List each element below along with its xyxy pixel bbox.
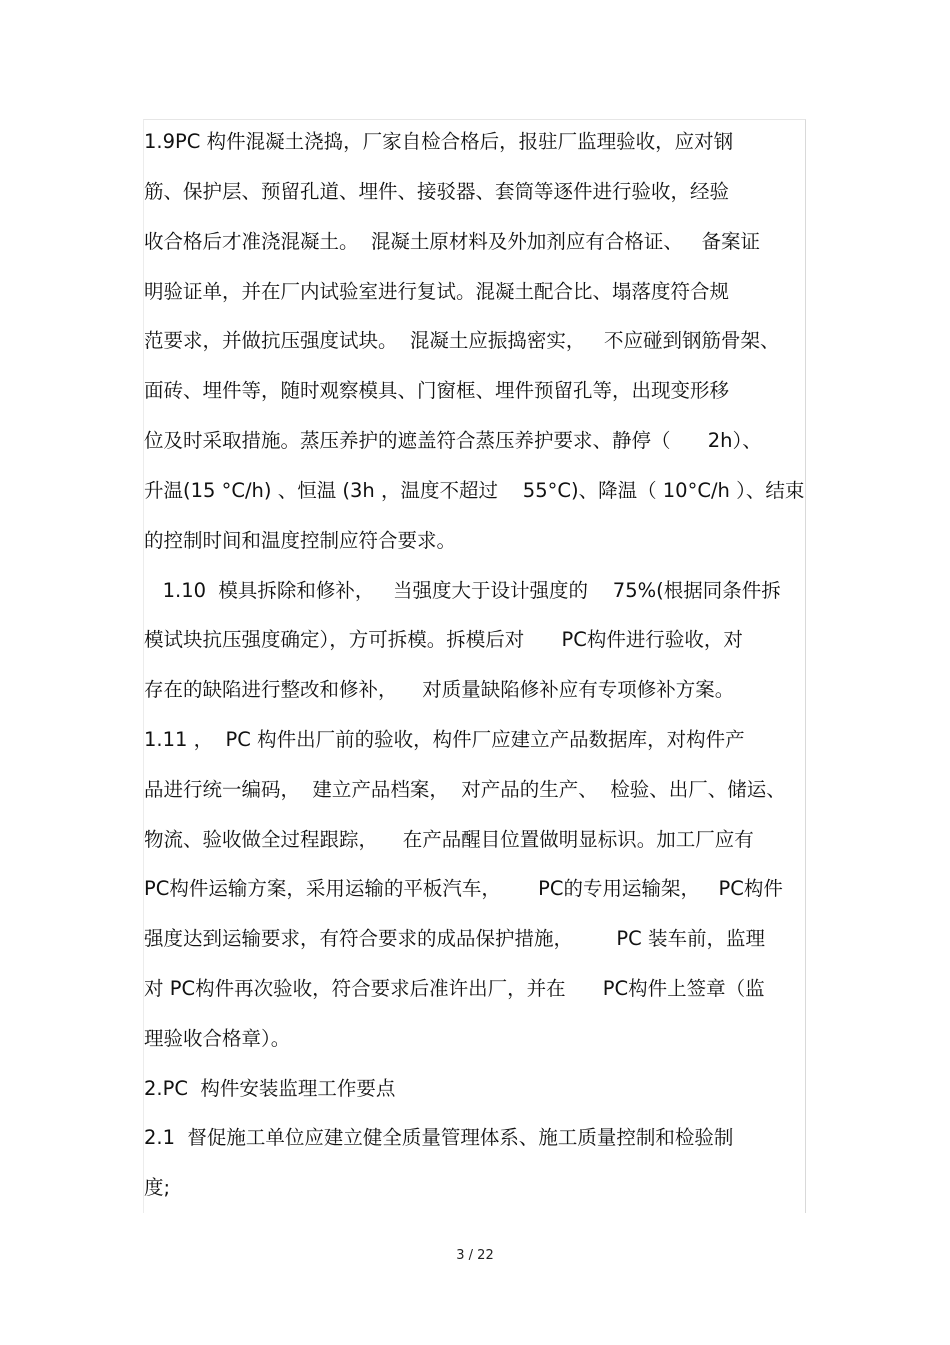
text-line: 位及时采取措施。蒸压养护的遮盖符合蒸压养护要求、静停（ 2h）、 bbox=[144, 429, 762, 452]
text-line: 1.9PC 构件混凝土浇捣，厂家自检合格后，报驻厂监理验收，应对钢 bbox=[144, 130, 734, 153]
text-line: 度; bbox=[144, 1176, 171, 1199]
text-line: 收合格后才准浇混凝土。 混凝土原材料及外加剂应有合格证、 备案证 bbox=[144, 230, 760, 253]
text-line: 升温(15 °C/h) 、恒温 (3h ，温度不超过 55°C)、降温（ 10°C/h ）、结束 bbox=[144, 479, 805, 502]
text-line: 范要求，并做抗压强度试块。 混凝土应振捣密实， 不应碰到钢筋骨架、 bbox=[144, 329, 780, 352]
text-line: 的控制时间和温度控制应符合要求。 bbox=[144, 529, 457, 552]
text-line: 品进行统一编码， 建立产品档案， 对产品的生产、 检验、出厂、储运、 bbox=[144, 778, 786, 801]
text-line: 物流、验收做全过程跟踪， 在产品醒目位置做明显标识。加工厂应有 bbox=[144, 828, 754, 851]
text-line: 强度达到运输要求，有符合要求的成品保护措施， PC 装车前，监理 bbox=[144, 927, 765, 950]
page-number: 3 / 22 bbox=[456, 1248, 494, 1263]
text-line: 模试块抗压强度确定），方可拆模。拆模后对 PC构件进行验收，对 bbox=[144, 628, 743, 651]
text-line: 明验证单，并在厂内试验室进行复试。混凝土配合比、塌落度符合规 bbox=[144, 280, 730, 303]
text-line: 理验收合格章）。 bbox=[144, 1027, 291, 1050]
section-heading: 2.PC 构件安装监理工作要点 bbox=[144, 1077, 396, 1100]
text-line: 对 PC构件再次验收，符合要求后准许出厂，并在 PC构件上签章（监 bbox=[144, 977, 765, 1000]
text-line: 面砖、埋件等，随时观察模具、门窗框、埋件预留孔等，出现变形移 bbox=[144, 379, 730, 402]
text-line: PC构件运输方案，采用运输的平板汽车， PC的专用运输架， PC构件 bbox=[144, 877, 783, 900]
text-line: 筋、保护层、预留孔道、埋件、接驳器、套筒等逐件进行验收，经验 bbox=[144, 180, 730, 203]
text-line: 2.1 督促施工单位应建立健全质量管理体系、施工质量控制和检验制 bbox=[144, 1126, 734, 1149]
text-line: 1.11 ， PC 构件出厂前的验收，构件厂应建立产品数据库，对构件产 bbox=[144, 728, 745, 751]
text-line: 1.10 模具拆除和修补， 当强度大于设计强度的 75%(根据同条件拆 bbox=[144, 579, 781, 602]
text-line: 存在的缺陷进行整改和修补， 对质量缺陷修补应有专项修补方案。 bbox=[144, 678, 735, 701]
